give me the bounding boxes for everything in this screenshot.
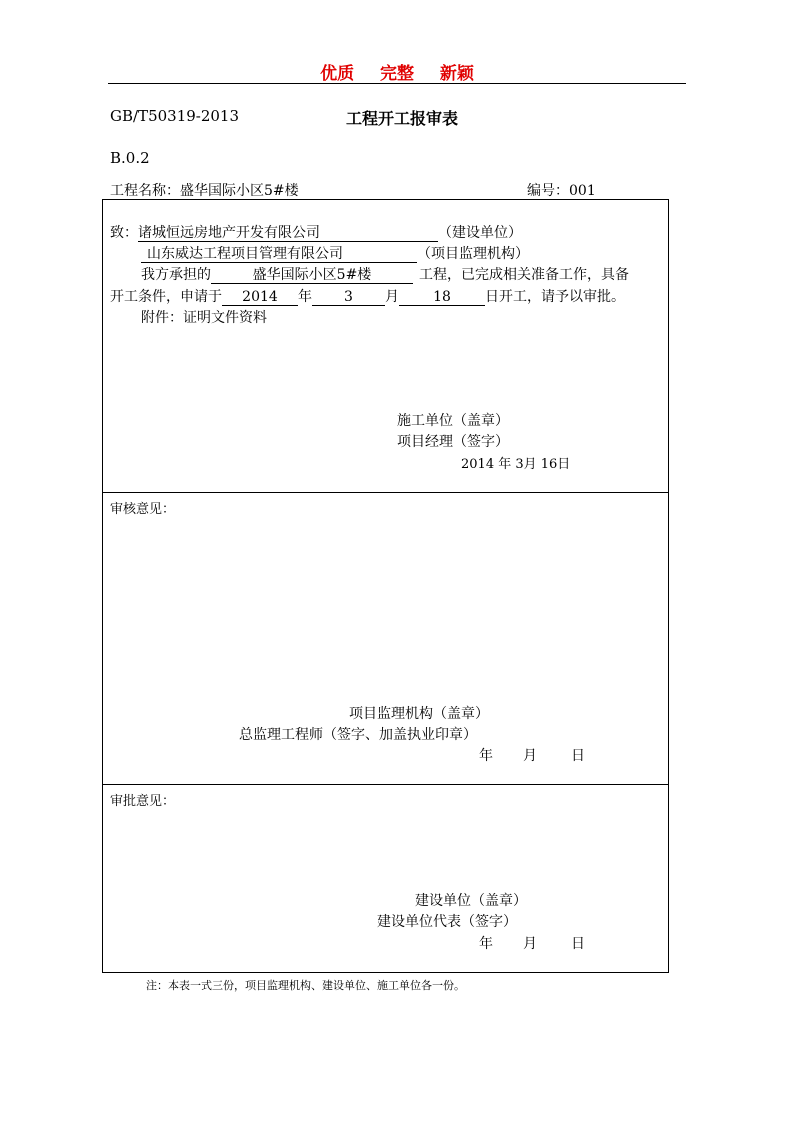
client-role: （建设单位） — [438, 225, 522, 241]
addressee-client-line — [110, 222, 522, 242]
application-line-2 — [110, 286, 625, 306]
supervisor-name: 山东威达工程项目管理有限公司 — [141, 246, 417, 263]
client-stamp: 建设单位（盖章） — [415, 893, 527, 909]
to-label: 致： — [110, 225, 138, 241]
project-number-row — [527, 180, 596, 200]
review-date-month: 月 — [523, 748, 537, 764]
line3-prefix: 我方承担的 — [141, 267, 211, 283]
approval-label: 审批意见： — [110, 794, 176, 809]
project-name-label: 工程名称： — [110, 183, 180, 199]
line4-prefix: 开工条件，申请于 — [110, 289, 222, 305]
header-slogans — [0, 59, 794, 84]
review-section — [102, 492, 669, 785]
slogan-novel: 新颖 — [439, 64, 474, 84]
approval-date-month: 月 — [523, 936, 537, 952]
approval-date — [479, 933, 585, 953]
slogan-quality: 优质 — [320, 64, 355, 84]
approval-date-year: 年 — [479, 936, 493, 952]
project-number: 001 — [569, 183, 596, 199]
month-unit: 月 — [385, 289, 399, 305]
contractor-stamp: 施工单位（盖章） — [397, 413, 509, 429]
header-rule — [108, 83, 686, 84]
line4-suffix: 日开工，请予以审批。 — [485, 289, 625, 305]
start-year: 2014 — [222, 289, 298, 306]
project-manager-signature: 项目经理（签字） — [397, 434, 509, 450]
footnote: 注：本表一式三份，项目监理机构、建设单位、施工单位各一份。 — [146, 979, 465, 992]
approval-date-day: 日 — [571, 936, 585, 952]
slogan-complete: 完整 — [380, 64, 414, 84]
line3-suffix: 工程，已完成相关准备工作，具备 — [419, 267, 629, 283]
supervision-stamp: 项目监理机构（盖章） — [349, 706, 489, 722]
application-line-1 — [141, 264, 629, 284]
review-date — [479, 745, 585, 765]
form-number: B.0.2 — [110, 149, 150, 167]
application-date: 2014 年 3月 16日 — [461, 457, 571, 472]
project-name-row — [110, 180, 299, 200]
addressee-supervisor-line — [141, 243, 529, 263]
form-title: 工程开工报审表 — [346, 109, 459, 128]
project-number-label: 编号： — [527, 183, 569, 199]
review-label: 审核意见： — [110, 502, 176, 517]
approval-section — [102, 784, 669, 973]
year-unit: 年 — [298, 289, 312, 305]
project-name-field: 盛华国际小区5#楼 — [211, 267, 413, 284]
client-representative-signature: 建设单位代表（签字） — [377, 914, 517, 930]
review-date-year: 年 — [479, 748, 493, 764]
start-month: 3 — [312, 289, 385, 306]
project-name: 盛华国际小区5#楼 — [180, 183, 299, 199]
supervisor-role: （项目监理机构） — [417, 246, 529, 262]
review-date-day: 日 — [571, 748, 585, 764]
standard-code: GB/T50319-2013 — [110, 107, 240, 125]
attachment: 附件：证明文件资料 — [141, 310, 267, 326]
start-day: 18 — [399, 289, 485, 306]
chief-engineer-signature: 总监理工程师（签字、加盖执业印章） — [239, 727, 477, 743]
application-section — [102, 199, 669, 493]
client-name: 诸城恒远房地产开发有限公司 — [138, 225, 438, 242]
